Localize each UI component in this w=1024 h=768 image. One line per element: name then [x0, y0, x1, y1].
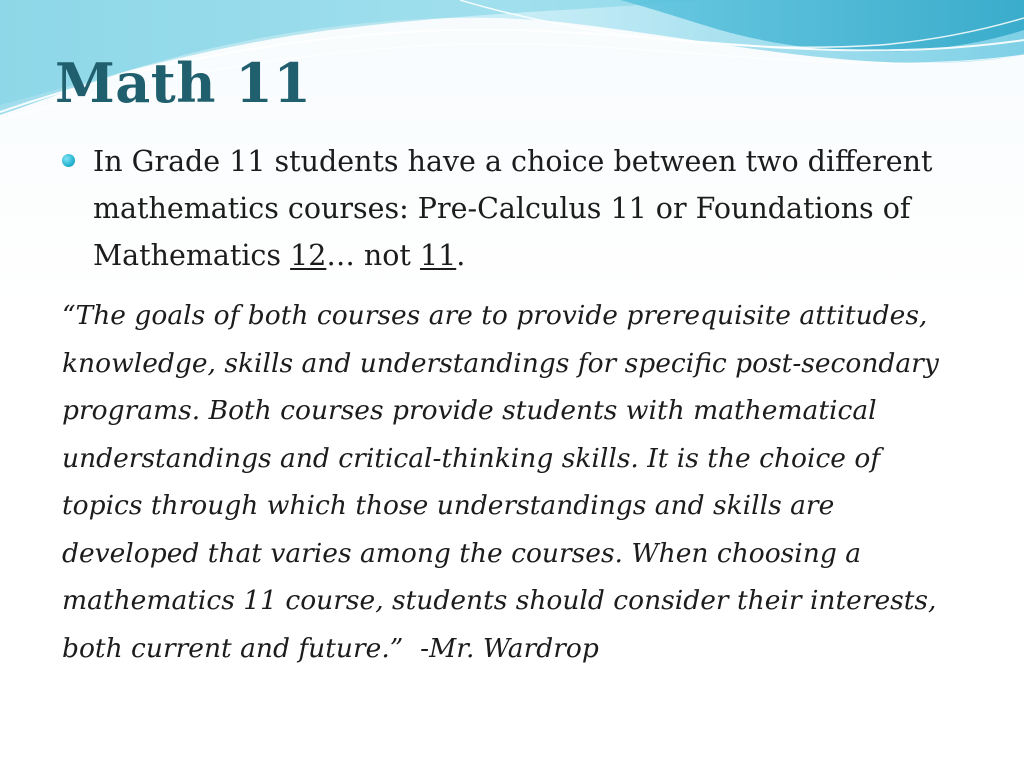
bullet-text — [93, 138, 962, 279]
bullet-dot-icon — [62, 154, 75, 167]
quote-text: “The goals of both courses are to provide prerequisite attitudes, knowledge, skills and understandings for specific post-secondary programs. Both courses provide students with mathematical understandings and critical-thinking skills. It is the choice of topics through which those understandings and skills are developed that varies among the courses. When choosing a mathematics 11 course, students should consider their interests, both current and future.” — [62, 300, 939, 664]
bullet-item — [62, 138, 962, 279]
slide-title: Math 11 — [55, 51, 312, 115]
bullet-text-between: … not — [326, 239, 420, 272]
underlined-grade-11: 11 — [419, 239, 457, 272]
quote-paragraph — [62, 292, 962, 672]
bullet-text-end: . — [456, 239, 466, 272]
quote-attribution: -Mr. Wardrop — [403, 632, 599, 664]
underlined-grade-12: 12 — [290, 239, 327, 272]
bullet-text-main: In Grade 11 students have a choice between two different mathematics courses: Pre-Calculus 11 or Foundations of Mathematics — [93, 145, 933, 272]
